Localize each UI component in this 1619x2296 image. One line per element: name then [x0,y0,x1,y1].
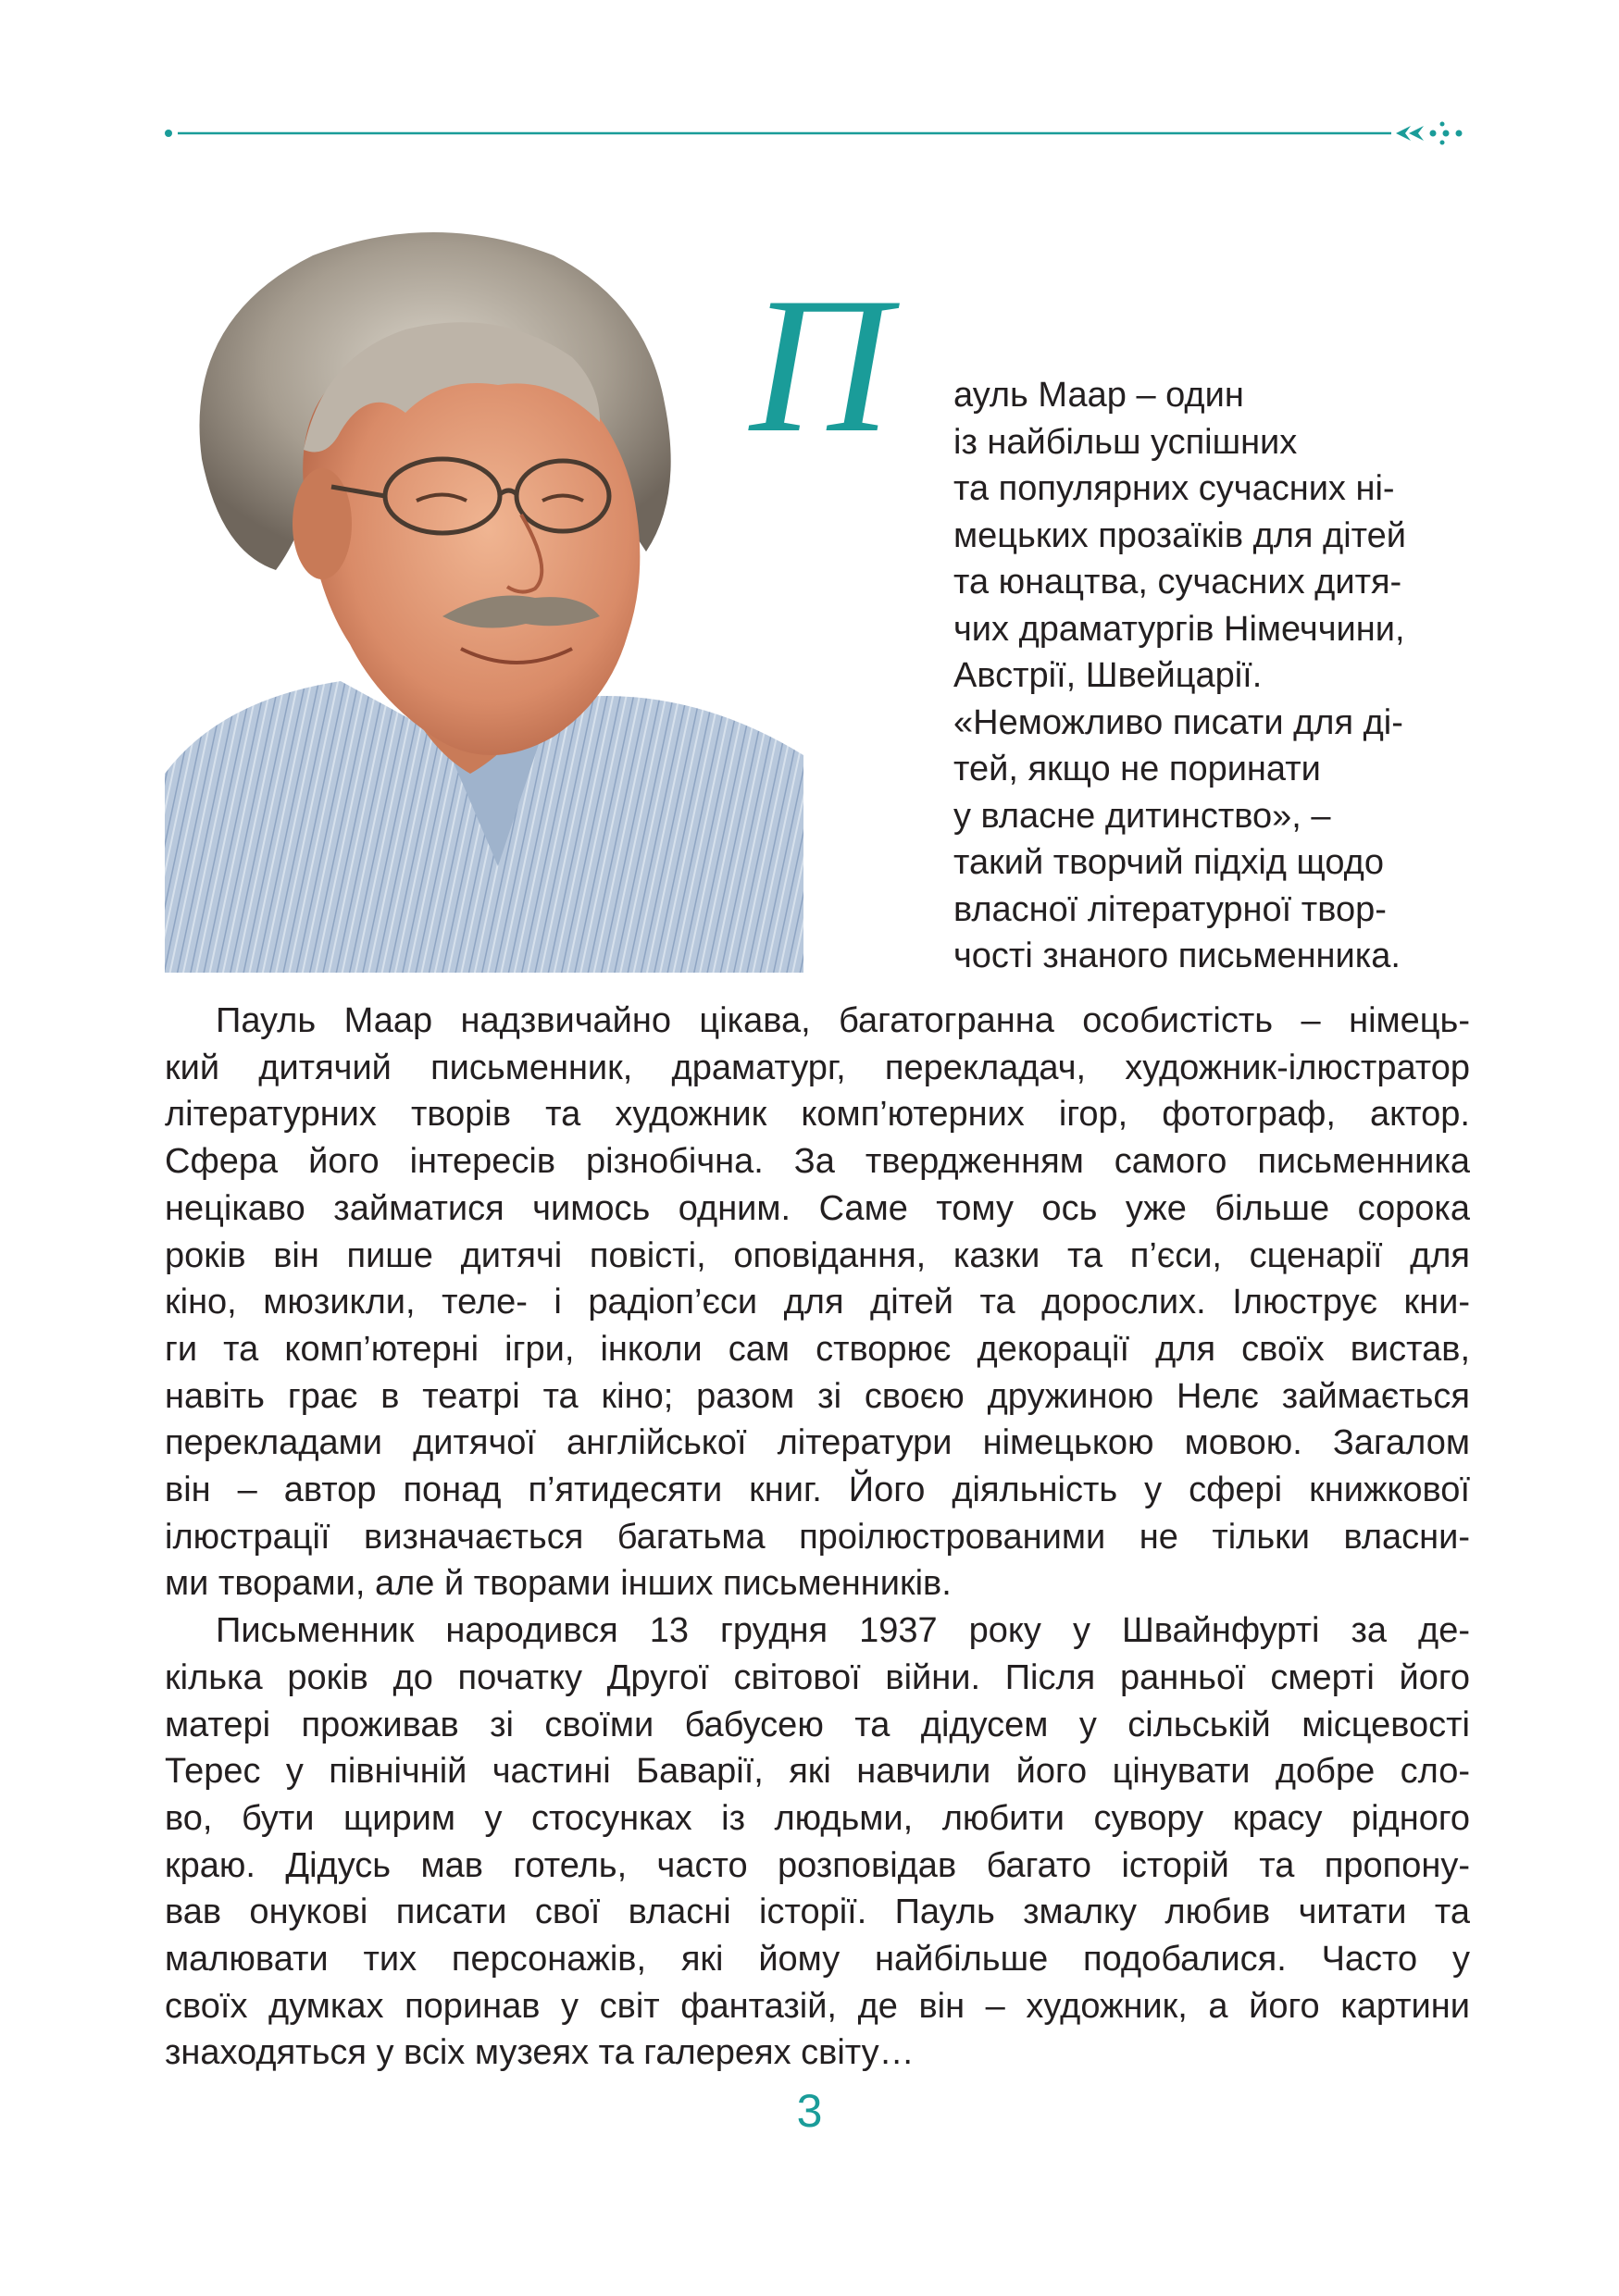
body-line: Сфера його інтересів різнобічна. За твердженням самого письменника [165,1142,1470,1182]
body-line: Письменник народився 13 грудня 1937 року у Швайнфурті за де- [216,1611,1470,1651]
body-line: нецікаво займатися чимось одним. Саме тому ось уже більше сорока [165,1188,1470,1228]
intro-line: такий творчий підхід щодо [953,843,1384,882]
intro-line: ауль Маар – один [953,376,1244,415]
body-line: Терес у північній частині Баварії, які навчили його цінувати добре сло- [165,1752,1470,1792]
body-line: літературних творів та художник комп’ютерних ігор, фотограф, актор. [165,1095,1470,1135]
body-line: ги та комп’ютерні ігри, інколи сам створює декорації для своїх вистав, [165,1329,1470,1369]
body-line: років він пише дитячі повісті, оповідання, казки та п’єси, сценарії для [165,1235,1470,1275]
body-line: перекладами дитячої англійської літератури німецькою мовою. Загалом [165,1423,1470,1463]
author-portrait-icon [165,218,803,973]
body-line: кіно, мюзикли, теле- і радіоп’єси для дітей та дорослих. Ілюструє кни- [165,1283,1470,1322]
intro-line: мецьких прозаїків для дітей [953,515,1407,555]
body-line: кілька років до початку Другої світової війни. Після ранньої смерті його [165,1657,1470,1697]
body-line: матері проживав зі своїми бабусею та дідусем у сільській місцевості [165,1705,1470,1744]
body-line: вав онукові писати свої власні історії. Пауль змалку любив читати та [165,1893,1470,1932]
body-line: знаходяться у всіх музеях та галереях світу… [165,2033,915,2073]
intro-line: та популярних сучасних ні- [953,469,1395,508]
intro-line: власної літературної твор- [953,889,1387,929]
page-number: 3 [796,2085,823,2137]
intro-line: Австрії, Швейцарії. [953,656,1263,695]
body-line: ми творами, але й творами інших письменників. [165,1564,952,1604]
body-line: своїх думках поринав у світ фантазій, де він – художник, а його картини [165,1986,1470,2026]
intro-line: та юнацтва, сучасних дитя- [953,563,1402,602]
body-text [165,998,1470,2077]
body-line: краю. Дідусь мав готель, часто розповідав багато історій та пропону- [165,1845,1470,1885]
body-line: кий дитячий письменник, драматург, перекладач, художник-ілюстратор [165,1048,1470,1087]
body-line: навіть грає в театрі та кіно; разом зі своєю дружиною Нелє займається [165,1376,1470,1416]
header-ornament-rule [165,115,1470,152]
paragraph-childhood [165,1607,1470,2077]
intro-line: чих драматургів Німеччини, [953,609,1405,649]
intro-line: у власне дитинство», – [953,796,1331,836]
body-line: він – автор понад п’ятидесяти книг. Його діяльність у сфері книжкової [165,1471,1470,1510]
drop-cap-letter [741,259,953,463]
body-line: во, бути щирим у стосунках із людьми, любити сувору красу рідного [165,1798,1470,1838]
intro-paragraph [953,372,1472,980]
intro-line: чості знаного письменника. [953,937,1401,975]
intro-line: із найбільш успішних [953,422,1298,462]
intro-line: «Неможливо писати для ді- [953,702,1403,742]
intro-line: тей, якщо не поринати [953,750,1321,788]
svg-text:П: П [750,259,890,463]
body-line: малювати тих персонажів, які йому найбільше подобалися. Часто у [165,1940,1470,1980]
paragraph-biography [165,998,1470,1607]
body-line: ілюстрації визначається багатьма проілюстрованими не тільки власни- [165,1517,1470,1557]
body-line: Пауль Маар надзвичайно цікава, багатогранна особистість – німець- [216,1001,1470,1040]
